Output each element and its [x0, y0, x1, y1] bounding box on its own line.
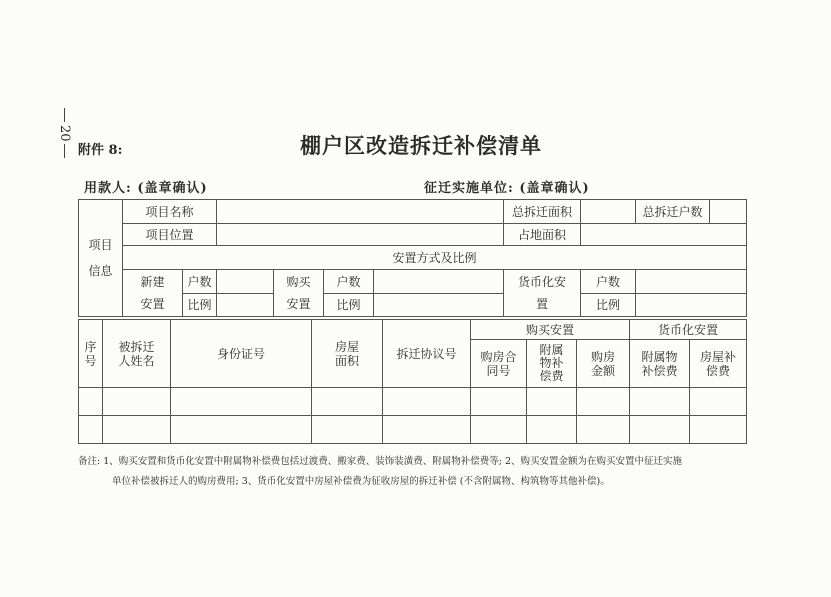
column-purchase-group: 购买安置: [471, 320, 630, 340]
new-build-label: 新建安置: [123, 270, 183, 317]
monetary-households-label: 户数: [581, 270, 636, 294]
project-name-value[interactable]: [217, 200, 504, 224]
cell[interactable]: [527, 388, 577, 416]
resettlement-header: 安置方式及比例: [123, 246, 747, 270]
cell[interactable]: [577, 388, 630, 416]
compensation-table: [78, 319, 747, 444]
project-info-group-label: 项目信息: [79, 200, 123, 317]
cell[interactable]: [79, 388, 103, 416]
cell[interactable]: [312, 416, 383, 444]
column-seq: 序号: [79, 320, 103, 388]
cell[interactable]: [171, 416, 312, 444]
project-name-label: 项目名称: [123, 200, 217, 224]
purchase-ratio-label: 比例: [324, 294, 374, 317]
cell[interactable]: [171, 388, 312, 416]
new-build-ratio-label: 比例: [183, 294, 217, 317]
total-area-value[interactable]: [581, 200, 636, 224]
page-title: 棚户区改造拆迁补偿清单: [300, 133, 542, 158]
column-contract-no: 购房合同号: [471, 340, 527, 388]
cell[interactable]: [527, 416, 577, 444]
column-purchase-amount: 购房金额: [577, 340, 630, 388]
cell[interactable]: [690, 416, 747, 444]
column-house-area: 房屋面积: [312, 320, 383, 388]
cell[interactable]: [630, 388, 690, 416]
purchase-label: 购买安置: [274, 270, 324, 317]
total-households-label: 总拆迁户数: [636, 200, 710, 224]
cell[interactable]: [471, 416, 527, 444]
cell[interactable]: [577, 416, 630, 444]
column-monetary-attach-comp: 附属物补偿费: [630, 340, 690, 388]
project-location-label: 项目位置: [123, 224, 217, 246]
land-area-label: 占地面积: [504, 224, 581, 246]
footnote: [78, 452, 768, 492]
column-attach-comp: 附属物补偿费: [527, 340, 577, 388]
new-build-households-value[interactable]: [217, 270, 274, 294]
cell[interactable]: [383, 416, 471, 444]
monetary-label: 货币化安置: [504, 270, 581, 317]
monetary-ratio-label: 比例: [581, 294, 636, 317]
project-location-value[interactable]: [217, 224, 504, 246]
cell[interactable]: [471, 388, 527, 416]
purchase-households-value[interactable]: [374, 270, 504, 294]
total-households-value[interactable]: [710, 200, 747, 224]
column-agreement-no: 拆迁协议号: [383, 320, 471, 388]
purchase-households-label: 户数: [324, 270, 374, 294]
cell[interactable]: [79, 416, 103, 444]
monetary-ratio-value[interactable]: [636, 294, 747, 317]
new-build-ratio-value[interactable]: [217, 294, 274, 317]
cell[interactable]: [383, 388, 471, 416]
purchase-ratio-value[interactable]: [374, 294, 504, 317]
column-id-number: 身份证号: [171, 320, 312, 388]
executor-label: 征迁实施单位: (盖章确认): [424, 181, 590, 196]
footnote-line-1: 备注: 1、购买安置和货币化安置中附属物补偿费包括过渡费、搬家费、装饰装潢费、附属物补偿费等; 2、购买安置金额为在购买安置中征迁实施: [78, 456, 683, 467]
land-area-value[interactable]: [581, 224, 747, 246]
cell[interactable]: [103, 416, 171, 444]
total-area-label: 总拆迁面积: [504, 200, 581, 224]
footnote-line-2: 单位补偿被拆迁人的购房费用; 3、货币化安置中房屋补偿费为征收房屋的拆迁补偿 (不含附属物、构筑物等其他补偿)。: [112, 476, 610, 487]
cell[interactable]: [103, 388, 171, 416]
cell[interactable]: [630, 416, 690, 444]
project-info-table: [78, 199, 747, 317]
monetary-households-value[interactable]: [636, 270, 747, 294]
table-row: [79, 416, 747, 444]
payer-label: 用款人: (盖章确认): [84, 181, 208, 196]
page-number: 20: [56, 108, 72, 158]
column-name: 被拆迁人姓名: [103, 320, 171, 388]
cell[interactable]: [690, 388, 747, 416]
table-row: [79, 388, 747, 416]
attachment-label: 附件 8:: [78, 143, 123, 158]
column-monetary-group: 货币化安置: [630, 320, 747, 340]
cell[interactable]: [312, 388, 383, 416]
new-build-households-label: 户数: [183, 270, 217, 294]
column-house-comp: 房屋补偿费: [690, 340, 747, 388]
